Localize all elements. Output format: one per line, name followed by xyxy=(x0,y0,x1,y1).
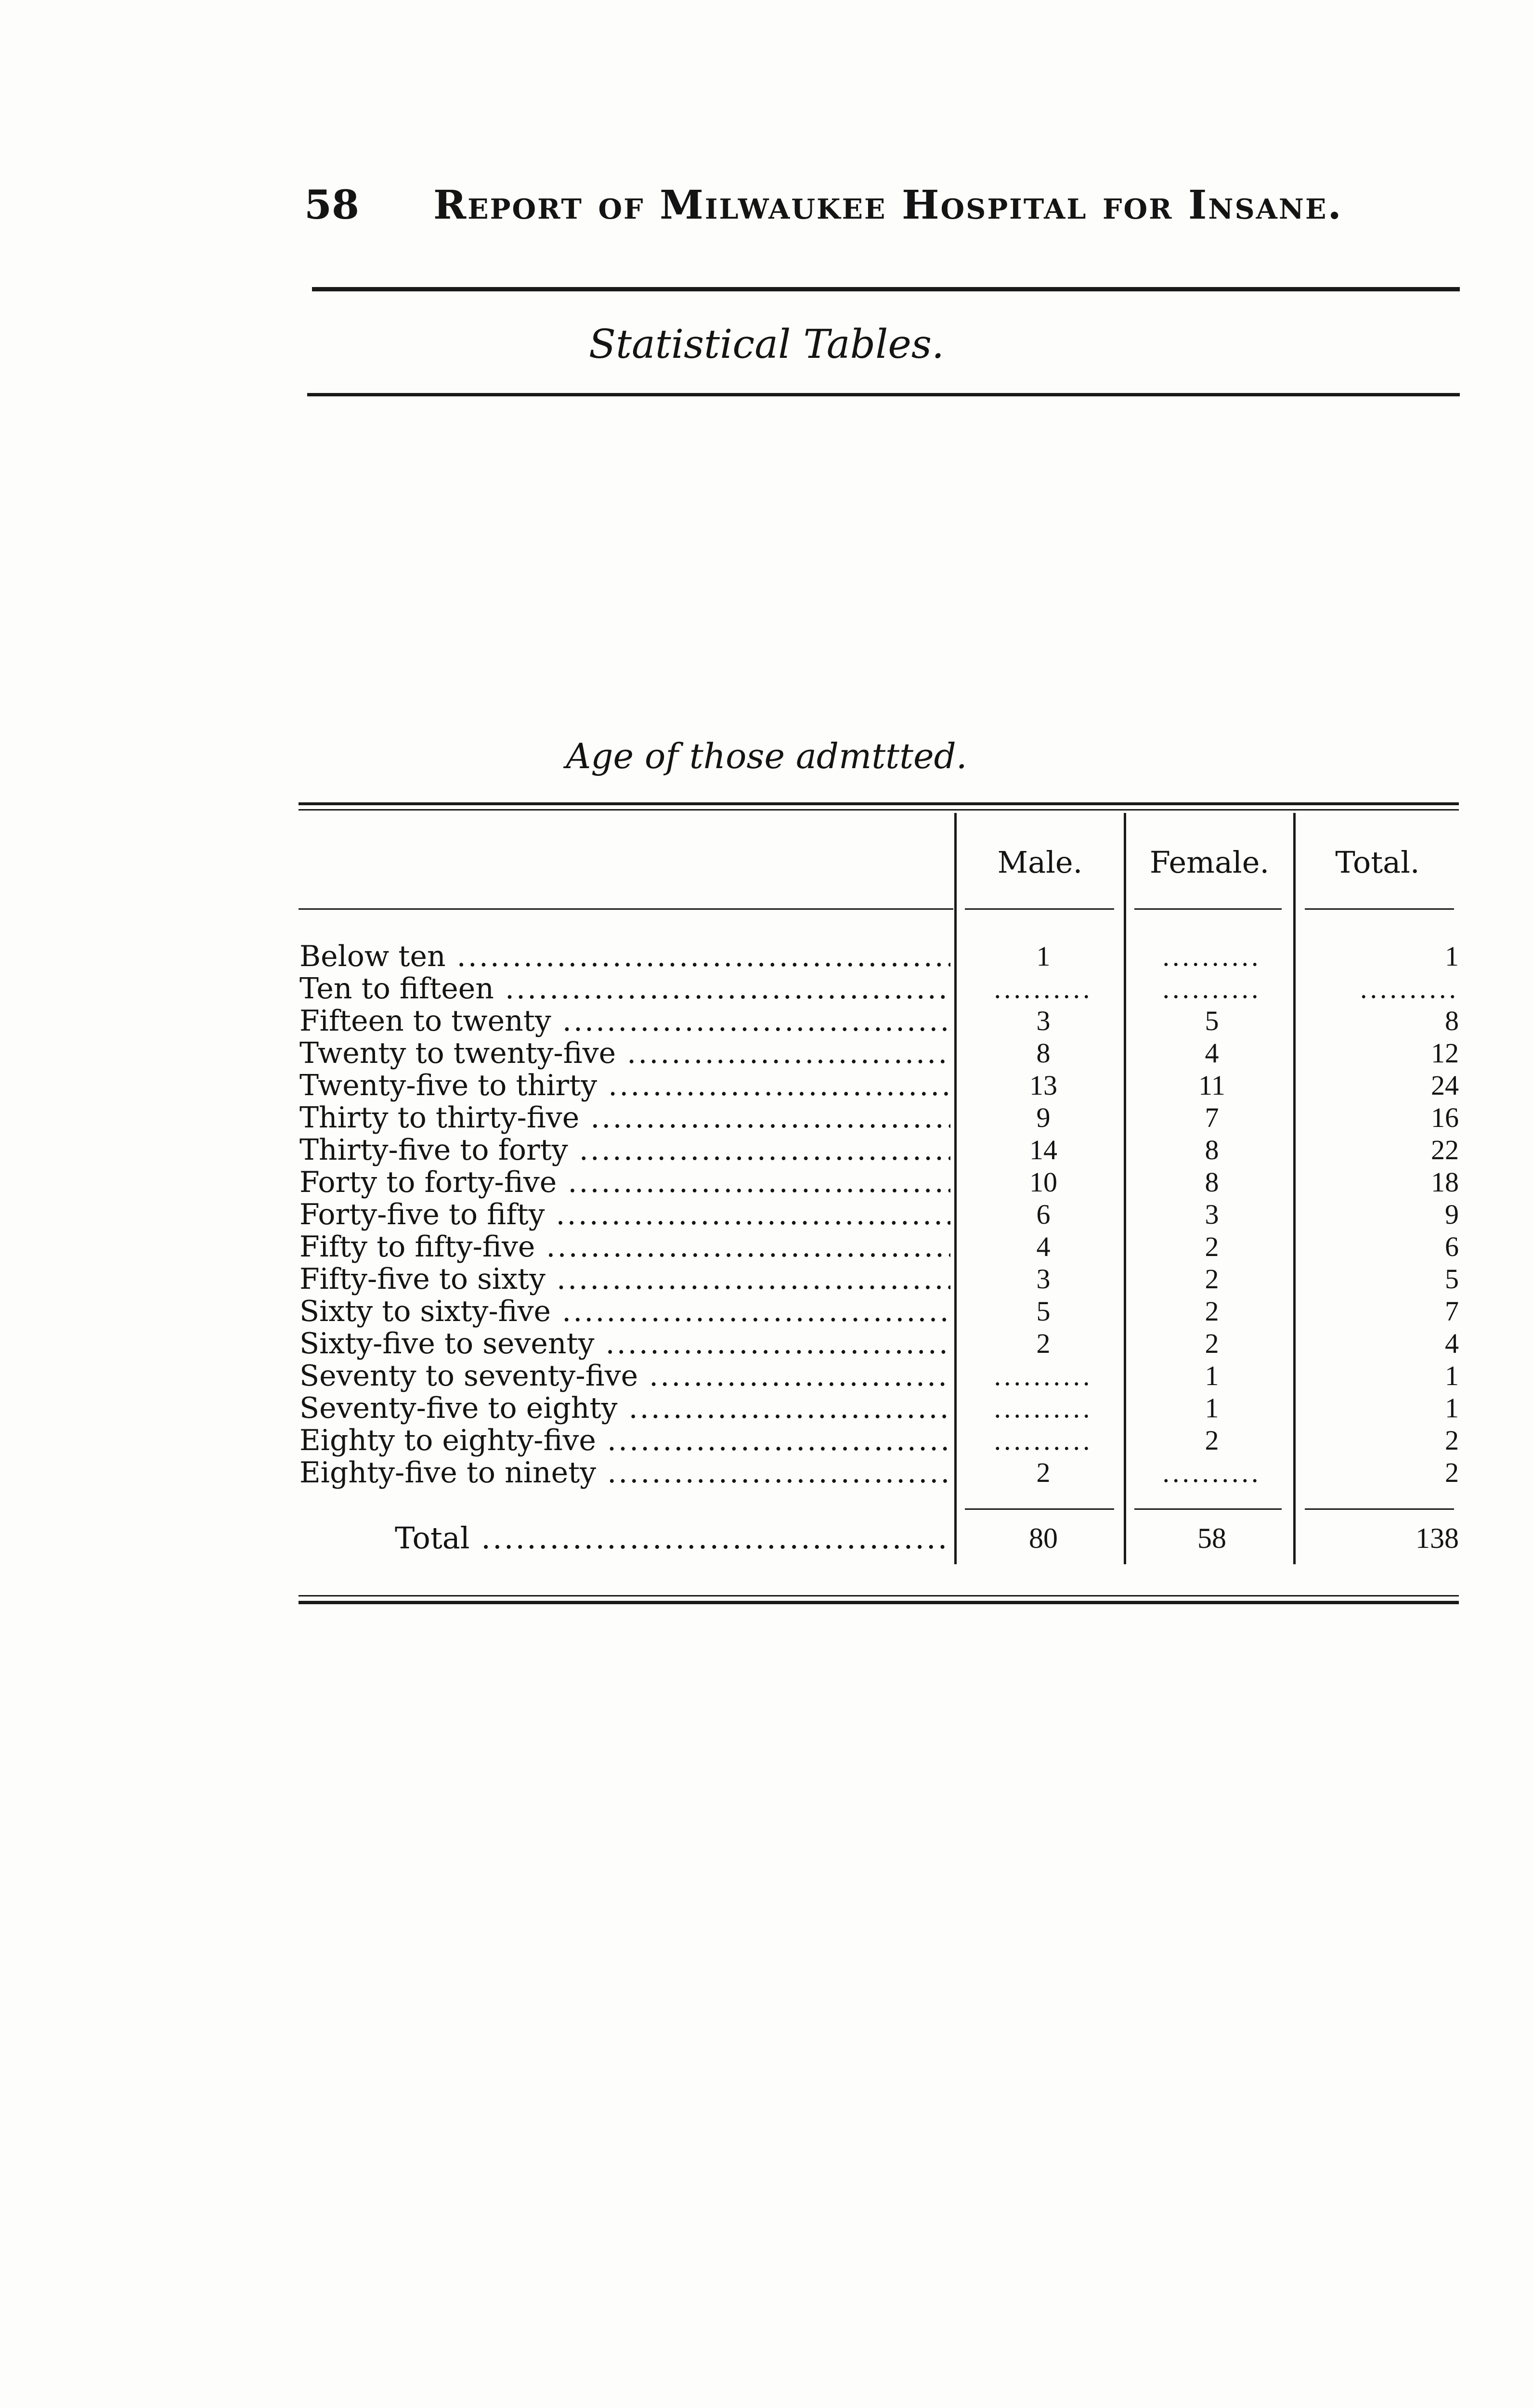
column-header-female: Female. xyxy=(1149,845,1270,880)
female-cell: 2 xyxy=(1205,1296,1219,1327)
female-cell: 8 xyxy=(1205,1166,1219,1198)
male-cell: 6 xyxy=(1036,1199,1051,1230)
female-cell: 8 xyxy=(1205,1134,1219,1165)
male-cell: 13 xyxy=(1029,1070,1057,1101)
row-label: Fifty-five to sixty ..... xyxy=(299,1263,950,1296)
female-cell: 2 xyxy=(1205,1328,1219,1359)
male-cell: 14 xyxy=(1029,1134,1057,1165)
page-number: 58 xyxy=(304,182,360,228)
total-cell: 2 xyxy=(1445,1457,1459,1488)
male-cell: 3 xyxy=(1036,1005,1051,1036)
blank-male-cell: .......... xyxy=(994,1360,1093,1391)
total-row xyxy=(299,1519,1459,1557)
total-cell: 6 xyxy=(1445,1231,1459,1262)
blank-male-cell: .......... xyxy=(994,1425,1093,1456)
total-rule xyxy=(1134,1508,1282,1510)
row-label: Eighty-five to ninety ..... xyxy=(299,1456,950,1489)
section-title: Statistical Tables. xyxy=(588,322,945,367)
total-cell: 1 xyxy=(1445,941,1459,972)
female-cell: 2 xyxy=(1205,1231,1219,1262)
total-rule xyxy=(965,1508,1114,1510)
row-label: Fifty to fifty-five ..... xyxy=(299,1230,950,1263)
row-label: Forty to forty-five ..... xyxy=(299,1166,950,1199)
row-label: Sixty-five to seventy ..... xyxy=(299,1327,950,1360)
table-row xyxy=(299,940,1459,973)
total-label: Total ..... xyxy=(395,1519,950,1557)
total-total: 138 xyxy=(1416,1522,1459,1554)
female-cell: 1 xyxy=(1205,1392,1219,1424)
male-cell: 4 xyxy=(1036,1231,1051,1262)
row-label: Fifteen to twenty ..... xyxy=(299,1005,950,1037)
running-title: Report of Milwaukee Hospital for Insane. xyxy=(433,182,1343,228)
male-cell: 1 xyxy=(1036,941,1051,972)
total-cell: 16 xyxy=(1431,1102,1459,1133)
total-cell: 24 xyxy=(1431,1070,1459,1101)
male-cell: 2 xyxy=(1036,1328,1051,1359)
header-rule xyxy=(312,287,1460,291)
total-rule xyxy=(1305,1508,1454,1510)
table-top-rule-thin xyxy=(299,809,1459,811)
female-cell: 2 xyxy=(1205,1263,1219,1295)
blank-male-cell: .......... xyxy=(994,1392,1093,1424)
total-female: 58 xyxy=(1197,1522,1226,1554)
row-label: Ten to fifteen ..... xyxy=(299,972,950,1005)
blank-female-cell: .......... xyxy=(1162,1457,1261,1488)
total-male: 80 xyxy=(1029,1522,1058,1554)
blank-female-cell: .......... xyxy=(1162,941,1261,972)
row-label: Forty-five to fifty ..... xyxy=(299,1198,950,1231)
row-label: Thirty to thirty-five ..... xyxy=(299,1101,950,1134)
header-underline xyxy=(965,908,1114,910)
total-cell: 7 xyxy=(1445,1296,1459,1327)
table-row xyxy=(299,1134,1459,1166)
row-label: Thirty-five to forty ..... xyxy=(299,1134,950,1166)
total-cell: 4 xyxy=(1445,1328,1459,1359)
total-cell: 9 xyxy=(1445,1199,1459,1230)
female-cell: 11 xyxy=(1198,1070,1225,1101)
age-table xyxy=(299,802,1459,1608)
header-underline xyxy=(299,908,953,910)
male-cell: 3 xyxy=(1036,1263,1051,1295)
male-cell: 9 xyxy=(1036,1102,1051,1133)
table-row xyxy=(299,1392,1459,1425)
table-row xyxy=(299,1456,1459,1489)
row-label: Below ten ..... xyxy=(299,940,950,973)
table-row xyxy=(299,1005,1459,1037)
female-cell: 1 xyxy=(1205,1360,1219,1391)
row-label: Sixty to sixty-five ..... xyxy=(299,1295,950,1328)
total-cell: 8 xyxy=(1445,1005,1459,1036)
column-header-total: Total. xyxy=(1335,845,1420,880)
male-cell: 10 xyxy=(1029,1166,1057,1198)
table-caption: Age of those admttted. xyxy=(566,736,967,776)
blank-total-cell: .......... xyxy=(1360,973,1459,1004)
table-bottom-rule-thin xyxy=(299,1595,1459,1597)
table-row xyxy=(299,1263,1459,1296)
total-cell: 22 xyxy=(1431,1134,1459,1165)
male-cell: 5 xyxy=(1036,1296,1051,1327)
table-row xyxy=(299,1198,1459,1231)
row-label: Seventy to seventy-five ..... xyxy=(299,1360,950,1392)
row-label: Twenty-five to thirty ..... xyxy=(299,1069,950,1102)
table-row xyxy=(299,972,1459,1005)
female-cell: 3 xyxy=(1205,1199,1219,1230)
female-cell: 5 xyxy=(1205,1005,1219,1036)
table-row xyxy=(299,1166,1459,1199)
row-label: Twenty to twenty-five ..... xyxy=(299,1037,950,1070)
male-cell: 8 xyxy=(1036,1037,1051,1069)
total-cell: 5 xyxy=(1445,1263,1459,1295)
table-top-rule xyxy=(299,802,1459,805)
header-underline xyxy=(1134,908,1282,910)
header-underline xyxy=(1305,908,1454,910)
table-row xyxy=(299,1230,1459,1263)
table-row xyxy=(299,1327,1459,1360)
female-cell: 7 xyxy=(1205,1102,1219,1133)
table-row xyxy=(299,1360,1459,1392)
column-header-male: Male. xyxy=(997,845,1083,880)
row-label: Seventy-five to eighty ..... xyxy=(299,1392,950,1425)
table-bottom-rule xyxy=(299,1601,1459,1604)
total-cell: 18 xyxy=(1431,1166,1459,1198)
total-cell: 1 xyxy=(1445,1392,1459,1424)
row-label: Eighty to eighty-five ..... xyxy=(299,1424,950,1457)
total-cell: 2 xyxy=(1445,1425,1459,1456)
blank-female-cell: .......... xyxy=(1162,973,1261,1004)
table-row xyxy=(299,1069,1459,1102)
section-rule xyxy=(307,393,1460,396)
total-cell: 1 xyxy=(1445,1360,1459,1391)
female-cell: 2 xyxy=(1205,1425,1219,1456)
table-row xyxy=(299,1424,1459,1457)
male-cell: 2 xyxy=(1036,1457,1051,1488)
female-cell: 4 xyxy=(1205,1037,1219,1069)
table-row xyxy=(299,1037,1459,1070)
blank-male-cell: .......... xyxy=(994,973,1093,1004)
table-row xyxy=(299,1101,1459,1134)
total-cell: 12 xyxy=(1431,1037,1459,1069)
table-row xyxy=(299,1295,1459,1328)
